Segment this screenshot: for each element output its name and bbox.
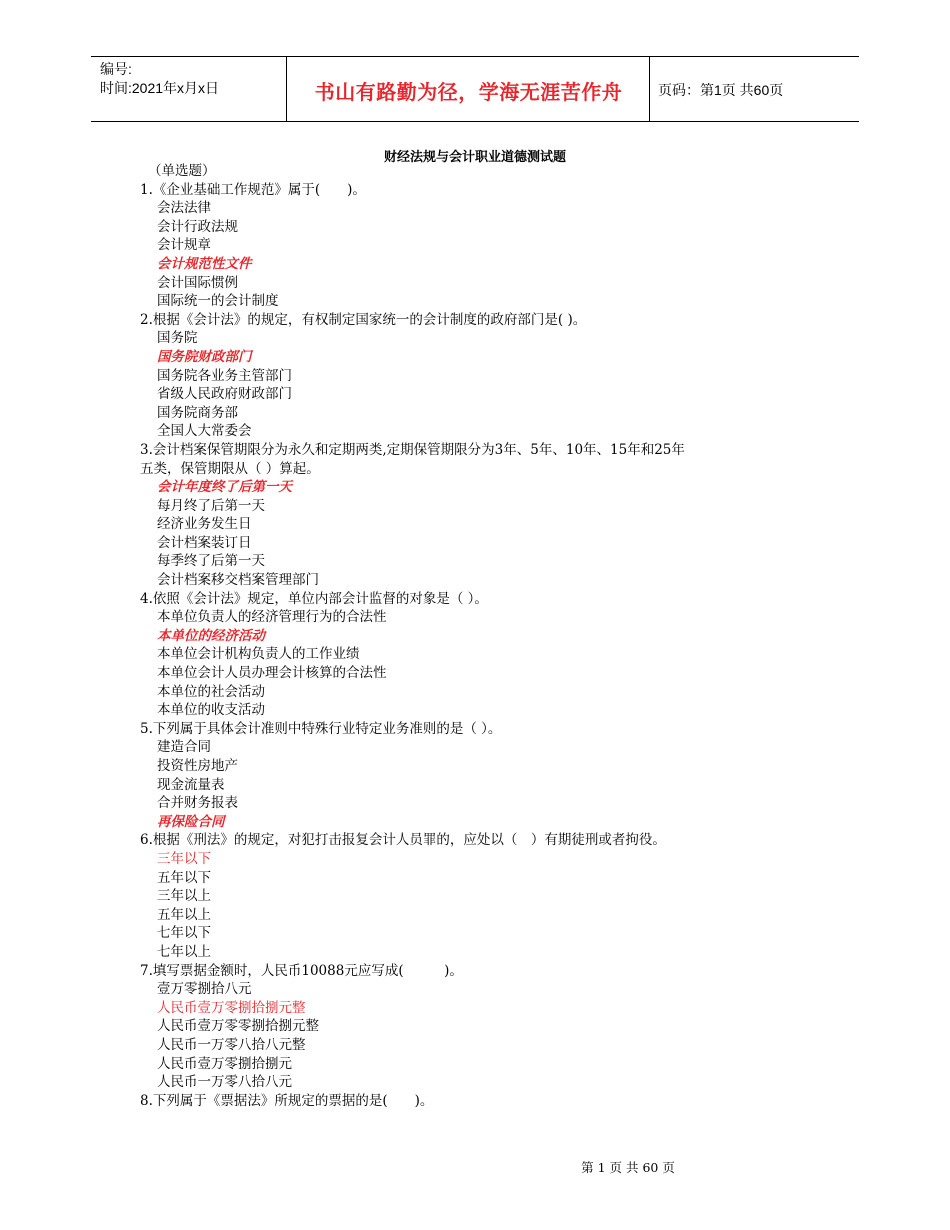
page-footer: 第 1 页 共 60 页 (581, 1160, 675, 1175)
question-text: 3.会计档案保管期限分为永久和定期两类,定期保管期限分为3年、5年、10年、15年和25年 (140, 441, 685, 458)
answer-option: 省级人民政府财政部门 (157, 386, 292, 403)
section-label: （单选题） (148, 163, 216, 179)
answer-option-correct: 会计年度终了后第一天 (157, 479, 292, 496)
document-title: 财经法规与会计职业道德测试题 (383, 150, 566, 165)
question-list (140, 162, 820, 1110)
answer-option: 人民币一万零八拾八元整 (157, 1036, 306, 1053)
answer-option: 国务院 (157, 330, 198, 347)
header-number-label: 编号: (100, 61, 132, 77)
answer-option-correct: 人民币壹万零捌拾捌元整 (157, 999, 306, 1016)
answer-option: 会计规章 (157, 237, 211, 254)
answer-option: 本单位会计机构负责人的工作业绩 (157, 646, 360, 663)
answer-option: 五年以下 (157, 869, 211, 886)
answer-option: 国务院商务部 (157, 404, 238, 421)
answer-option-correct: 再保险合同 (157, 813, 225, 830)
answer-option: 七年以上 (157, 943, 211, 960)
question-text: 2.根据《会计法》的规定，有权制定国家统一的会计制度的政府部门是( )。 (140, 311, 587, 328)
answer-option: 壹万零捌拾八元 (157, 981, 252, 998)
question-text: 1.《企业基础工作规范》属于( )。 (140, 181, 366, 198)
answer-option-correct: 国务院财政部门 (157, 348, 252, 365)
header-meta (100, 60, 219, 98)
answer-option: 本单位会计人员办理会计核算的合法性 (157, 665, 387, 682)
question-text: 6.根据《刑法》的规定，对犯打击报复会计人员罪的，应处以（ ）有期徒刑或者拘役。 (140, 832, 666, 849)
header-bottom-rule (91, 121, 859, 122)
question-text: 8.下列属于《票据法》所规定的票据的是( )。 (140, 1092, 434, 1109)
header-motto: 书山有路勤为径，学海无涯苦作舟 (314, 80, 623, 104)
answer-option-correct: 本单位的经济活动 (157, 627, 265, 644)
header-time-label: 时间:2021年x月x日 (100, 80, 220, 96)
answer-option: 人民币壹万零零捌拾捌元整 (157, 1018, 319, 1035)
header-top-rule (91, 56, 859, 57)
answer-option: 国际统一的会计制度 (157, 293, 279, 310)
answer-option: 人民币壹万零捌拾捌元 (157, 1055, 292, 1072)
answer-option: 本单位的社会活动 (157, 683, 265, 700)
answer-option: 五年以上 (157, 906, 211, 923)
answer-option: 国务院各业务主管部门 (157, 367, 292, 384)
answer-option: 会计档案移交档案管理部门 (157, 572, 319, 589)
answer-option-correct: 会计规范性文件 (157, 255, 252, 272)
answer-option: 合并财务报表 (157, 795, 238, 812)
answer-option: 会计行政法规 (157, 218, 238, 235)
answer-option: 经济业务发生日 (157, 516, 252, 533)
question-text: 7.填写票据金额时，人民币10088元应写成( )。 (140, 962, 463, 979)
answer-option: 本单位负责人的经济管理行为的合法性 (157, 609, 387, 626)
answer-option: 七年以下 (157, 925, 211, 942)
answer-option: 人民币一万零八拾八元 (157, 1074, 292, 1091)
question-text-continued: 五类，保管期限从（ ）算起。 (140, 460, 320, 477)
answer-option: 本单位的收支活动 (157, 702, 265, 719)
answer-option: 建造合同 (157, 739, 211, 756)
answer-option: 每月终了后第一天 (157, 497, 265, 514)
answer-option: 三年以上 (157, 888, 211, 905)
question-text: 4.依照《会计法》规定，单位内部会计监督的对象是（ ）。 (140, 590, 488, 607)
answer-option: 投资性房地产 (157, 758, 238, 774)
answer-option: 现金流量表 (157, 776, 225, 793)
answer-option: 每季终了后第一天 (157, 553, 265, 570)
header-page-info: 页码：第1页 共60页 (658, 82, 784, 98)
question-text: 5.下列属于具体会计准则中特殊行业特定业务准则的是（ ）。 (140, 720, 502, 737)
answer-option: 全国人大常委会 (157, 423, 252, 440)
answer-option: 会计国际惯例 (157, 274, 238, 291)
answer-option: 会计档案装订日 (157, 534, 252, 551)
questions-container (140, 181, 820, 1111)
answer-option-correct: 三年以下 (157, 850, 211, 867)
answer-option: 会法法律 (157, 200, 211, 217)
